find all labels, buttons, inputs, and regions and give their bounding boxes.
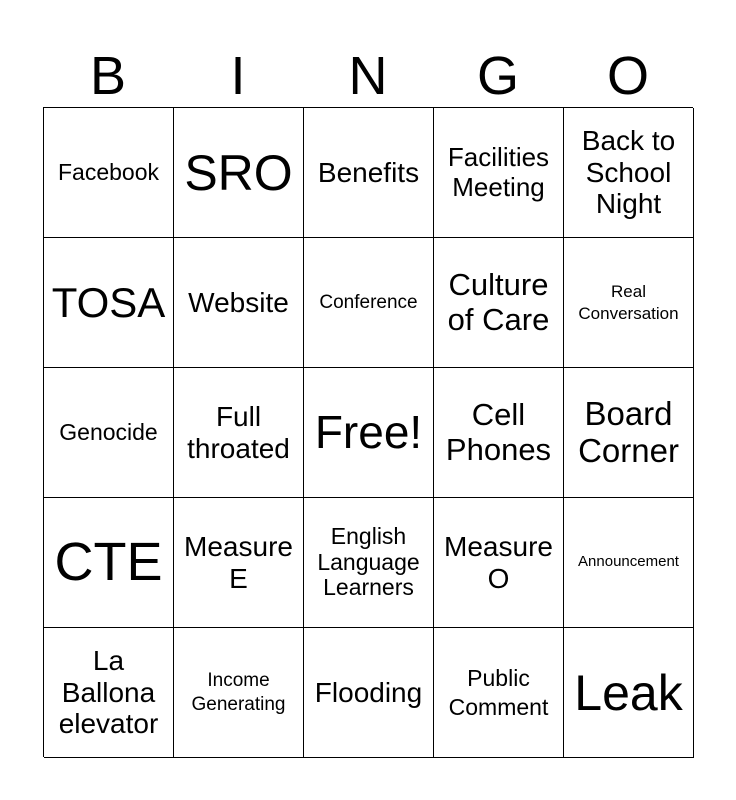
header-letter-o: O (606, 46, 649, 106)
cell-label: TOSA (51, 278, 166, 326)
cell-label: Culture of Care (447, 266, 550, 337)
bingo-cell[interactable] (564, 498, 694, 628)
cell-label: Leak (574, 664, 683, 721)
cell-label: SRO (184, 144, 293, 201)
cell-label: Website (188, 286, 289, 318)
cell-label: Facebook (57, 158, 159, 185)
cell-label: Board Corner (578, 394, 679, 469)
header-letter-b: B (89, 46, 127, 106)
bingo-cell[interactable] (174, 238, 304, 368)
bingo-cell[interactable] (304, 238, 434, 368)
bingo-cell[interactable] (174, 108, 304, 238)
bingo-cell[interactable] (44, 498, 174, 628)
bingo-cell[interactable] (304, 498, 434, 628)
cell-label: Free! (314, 405, 423, 458)
bingo-cell[interactable] (44, 108, 174, 238)
bingo-cell[interactable] (174, 368, 304, 498)
bingo-header (43, 44, 693, 108)
cell-label: Full throated (187, 401, 290, 464)
bingo-cell[interactable] (174, 498, 304, 628)
cell-label: Measure E (184, 531, 293, 594)
cell-label: La Ballona elevator (58, 645, 159, 740)
bingo-cell[interactable] (434, 498, 564, 628)
header-letter-g: G (476, 46, 519, 106)
cell-label: Public Comment (448, 664, 549, 720)
bingo-cell[interactable] (44, 368, 174, 498)
bingo-cell[interactable] (174, 628, 304, 758)
bingo-cell[interactable] (564, 368, 694, 498)
bingo-cell[interactable] (434, 108, 564, 238)
cell-label: Facilities Meeting (447, 142, 550, 202)
bingo-cell[interactable] (564, 628, 694, 758)
bingo-cell[interactable] (304, 108, 434, 238)
cell-label: Measure O (444, 531, 553, 594)
bingo-cell[interactable] (564, 108, 694, 238)
cell-label: Income Generating (191, 669, 286, 715)
header-letter-i: I (230, 46, 246, 106)
bingo-cell[interactable] (434, 238, 564, 368)
cell-label: Genocide (59, 418, 158, 445)
cell-label: Conference (319, 291, 418, 313)
bingo-cell[interactable] (434, 368, 564, 498)
bingo-cell[interactable] (564, 238, 694, 368)
bingo-cell[interactable] (304, 368, 434, 498)
bingo-cell[interactable] (434, 628, 564, 758)
cell-label: Benefits (317, 156, 420, 188)
cell-label: Flooding (314, 676, 423, 708)
bingo-cell[interactable] (44, 628, 174, 758)
cell-label: Announcement (578, 553, 679, 571)
bingo-board (43, 107, 693, 757)
bingo-cell[interactable] (44, 238, 174, 368)
cell-label: English Language Learners (317, 522, 420, 601)
cell-label: CTE (54, 532, 163, 593)
cell-label: Cell Phones (445, 396, 552, 467)
bingo-cell[interactable] (304, 628, 434, 758)
cell-label: Real Conversation (578, 282, 679, 323)
cell-label: Back to School Night (581, 125, 676, 220)
header-letter-n: N (348, 46, 388, 106)
